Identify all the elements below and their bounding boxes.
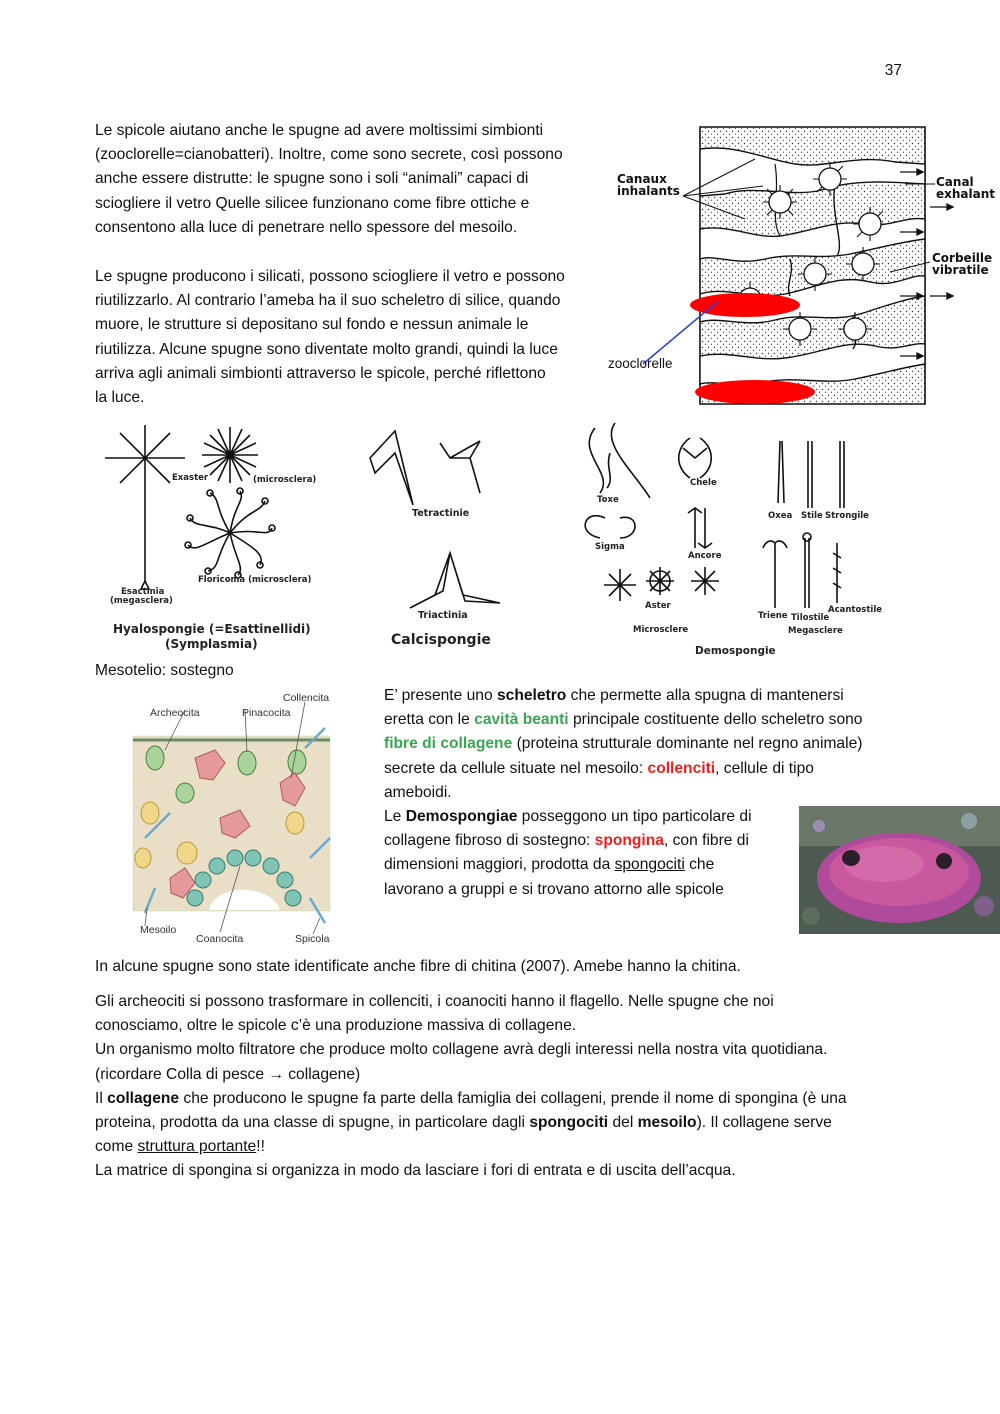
text-line: anche essere distrutte: le spugne sono i soli “animali” capaci di <box>95 170 529 188</box>
label-canaux: Canaux inhalants <box>617 172 680 198</box>
mesotelio-caption: Mesotelio: sostegno <box>95 662 234 679</box>
label-calcispongie: Calcispongie <box>391 632 491 648</box>
label-demospongie: Demospongie <box>695 645 776 657</box>
text-line: arriva agli animali simbionti attraverso le spicole, perché riflettono <box>95 364 546 382</box>
label-sigma: Sigma <box>595 542 625 552</box>
label-microsclere: Microsclere <box>633 625 689 635</box>
text-line: lavorano a gruppi e si trovano attorno alle spicole <box>384 880 724 898</box>
paragraph-collagen <box>95 990 905 1184</box>
label-acantostile: Acantostile <box>828 605 883 615</box>
label-exaster: Exaster <box>172 473 209 483</box>
label-ancore: Ancore <box>688 551 722 561</box>
text-line: conosciamo, oltre le spicole c’è una produzione massiva di collagene. <box>95 1017 577 1035</box>
label-hyalospongie: Hyalospongie (=Esattinellidi) <box>113 622 311 636</box>
label-zooclorelle: zooclorelle <box>608 356 673 371</box>
text-line: consentono alla luce di penetrare nello spessore del mesoilo. <box>95 218 518 236</box>
chitin-line: In alcune spugne sono state identificate anche fibre di chitina (2007). Amebe hanno la chitina. <box>95 958 741 975</box>
text-line: (zooclorelle=cianobatteri). Inoltre, come sono secrete, così possono <box>95 146 563 164</box>
label-tilostile: Tilostile <box>791 613 830 623</box>
sponge-cells-figure <box>125 688 340 950</box>
paragraph-skeleton <box>384 684 905 805</box>
sponge-photo-drawing <box>799 806 1000 934</box>
text-line: secrete da cellule situate nel mesoilo: collenciti, cellule di tipo <box>384 759 814 777</box>
paragraph-silicates <box>95 265 594 410</box>
label-megasclere: Megasclere <box>788 626 843 636</box>
text-line: Gli archeociti si possono trasformare in collenciti, i coanociti hanno il flagello. Nelle spugne che noi <box>95 993 774 1010</box>
text-line: riutilizzarlo. Al contrario l’ameba ha il suo scheletro di silice, quando <box>95 292 561 310</box>
text-line: ameboidi. <box>384 783 452 801</box>
text-line: la luce. <box>95 389 145 407</box>
label-strongile: Strongile <box>825 511 869 521</box>
label-stile: Stile <box>801 511 823 521</box>
text-line: collagene fibroso di sostegno: spongina, con fibre di <box>384 832 749 850</box>
label-symplasmia: (Symplasmia) <box>165 637 258 651</box>
text-line: Il collagene che producono le spugne fa parte della famiglia dei collageni, prende il nome di spongina (è una <box>95 1089 847 1107</box>
label-chele: Chele <box>690 478 717 488</box>
label-oxea: Oxea <box>768 511 793 521</box>
text-line: dimensioni maggiori, prodotta da spongociti che <box>384 856 715 874</box>
text-line: proteina, prodotta da una classe di spugne, in particolare dagli spongociti del mesoilo). Il collagene serve <box>95 1114 832 1132</box>
label-coanocita: Coanocita <box>196 933 244 945</box>
sponge-photo <box>799 806 1000 934</box>
text-line: riutilizza. Alcune spugne sono diventate molto grandi, quindi la luce <box>95 340 558 358</box>
paragraph-spicules <box>95 119 594 240</box>
label-esactinia: Esactinia <box>121 587 165 597</box>
text-line: muore, le strutture si depositano sul fondo e nessun animale le <box>95 316 529 334</box>
label-microsclera: (microsclera) <box>253 475 317 485</box>
text-line: Le spugne producono i silicati, possono sciogliere il vetro e possono <box>95 268 565 285</box>
label-triactinia: Triactinia <box>418 610 468 621</box>
text-line: come struttura portante!! <box>95 1138 265 1156</box>
text-line: La matrice di spongina si organizza in modo da lasciare i fori di entrata e di uscita dell’acqua. <box>95 1162 736 1180</box>
text-line: Le Demospongiae posseggono un tipo particolare di <box>384 808 752 825</box>
spicule-types-figure <box>95 413 915 663</box>
text-line: Le spicole aiutano anche le spugne ad avere moltissimi simbionti <box>95 122 544 139</box>
label-pinacocita: Pinacocita <box>242 707 291 719</box>
label-floricoma: Floricoma (microsclera) <box>198 575 312 585</box>
label-triene: Triene <box>758 611 788 621</box>
label-mesoilo: Mesoilo <box>140 924 177 936</box>
label-megasclera: (megasclera) <box>110 596 173 606</box>
cells-diagram <box>125 688 340 950</box>
label-tetractinie: Tetractinie <box>412 508 470 519</box>
text-line: fibre di collagene (proteina strutturale dominante nel regno animale) <box>384 735 863 753</box>
paragraph-demospongiae <box>384 805 784 902</box>
page-number: 37 <box>884 62 902 79</box>
text-line: E’ presente uno scheletro che permette alla spugna di mantenersi <box>384 687 844 704</box>
label-collencita: Collencita <box>283 692 330 704</box>
canal-system-figure <box>605 124 1000 409</box>
text-line: (ricordare Colla di pesce → collagene) <box>95 1065 361 1083</box>
label-corbeille: Corbeille vibratile <box>932 251 993 277</box>
text-line: eretta con le cavità beanti principale costituente dello scheletro sono <box>384 711 863 729</box>
text-line: sciogliere il vetro Quelle silicee funzionano come fibre ottiche e <box>95 194 530 212</box>
label-archeocita: Archeocita <box>150 707 200 719</box>
text-line: Un organismo molto filtratore che produce molto collagene avrà degli interessi nella nostra vita quotidiana. <box>95 1041 828 1059</box>
label-aster: Aster <box>645 601 671 611</box>
label-toxe: Toxe <box>597 495 619 505</box>
label-spicola: Spicola <box>295 933 330 945</box>
label-canal: Canal exhalant <box>936 175 996 201</box>
zooclorelle-highlight <box>695 380 815 404</box>
zooclorelle-highlight <box>690 293 800 317</box>
